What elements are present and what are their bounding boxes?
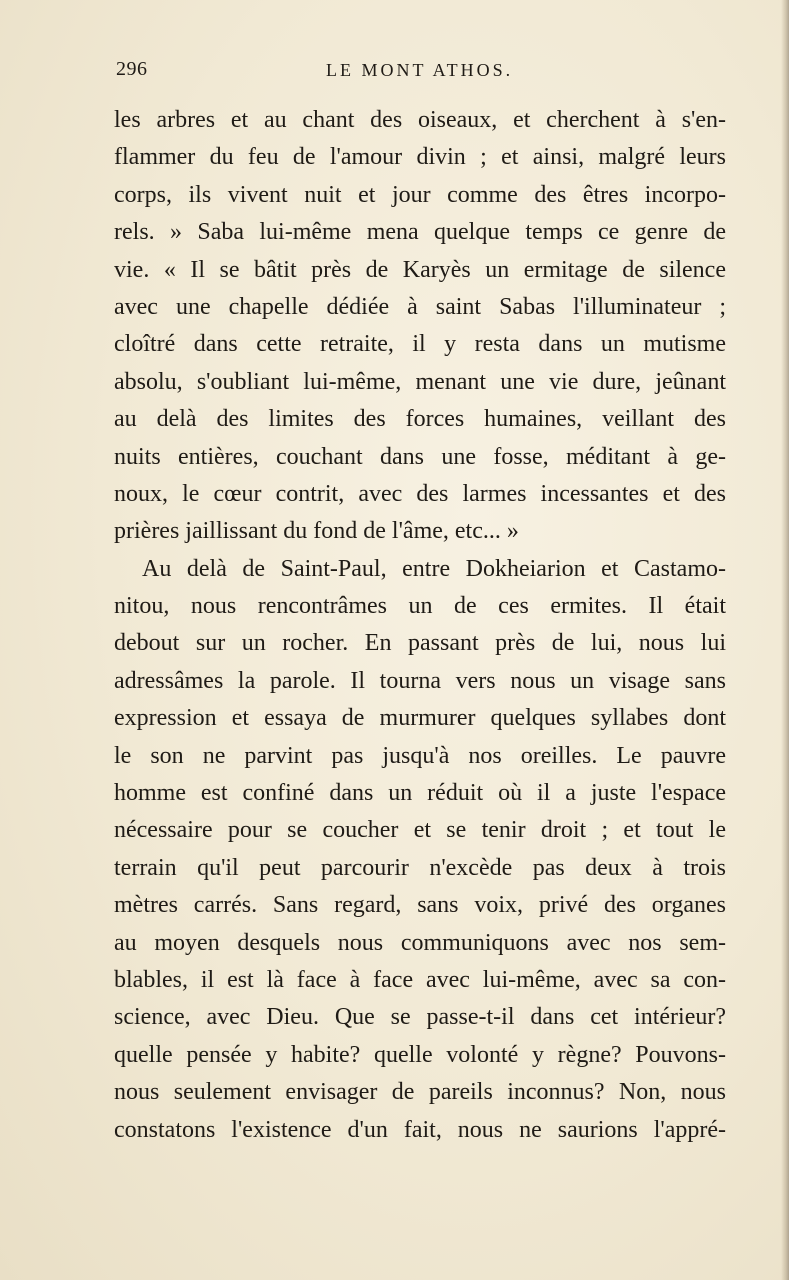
text-line: noux, le cœur contrit, avec des larmes incessantes et des [114,480,726,507]
text-line: nous seulement envisager de pareils inconnus? Non, nous [114,1079,726,1106]
text-line: debout sur un rocher. En passant près de lui, nous lui [114,630,726,657]
text-line: au moyen desquels nous communiquons avec nos sem- [114,929,726,956]
page-number: 296 [116,58,148,80]
text-line: quelle pensée y habite? quelle volonté y règne? Pouvons- [114,1041,726,1068]
text-line: blables, il est là face à face avec lui-même, avec sa con- [114,966,726,993]
text-line: expression et essaya de murmurer quelques syllabes dont [114,705,726,732]
text-line: le son ne parvint pas jusqu'à nos oreilles. Le pauvre [114,742,726,769]
text-line: homme est confiné dans un réduit où il a juste l'espace [114,780,726,807]
text-line: terrain qu'il peut parcourir n'excède pas deux à trois [114,854,726,881]
text-line: constatons l'existence d'un fait, nous ne saurions l'appré- [114,1116,726,1143]
running-header [116,58,728,88]
text-line: flammer du feu de l'amour divin ; et ainsi, malgré leurs [114,144,726,171]
text-line: corps, ils vivent nuit et jour comme des êtres incorpo- [114,181,726,208]
text-line: rels. » Saba lui-même mena quelque temps ce genre de [114,219,726,246]
text-line: avec une chapelle dédiée à saint Sabas l'illuminateur ; [114,293,726,320]
text-line: nitou, nous rencontrâmes un de ces ermites. Il était [114,593,726,620]
text-line: adressâmes la parole. Il tourna vers nous un visage sans [114,667,726,694]
text-line: nuits entières, couchant dans une fosse, méditant à ge- [114,443,726,470]
text-line: vie. « Il se bâtit près de Karyès un ermitage de silence [114,256,726,283]
text-line: les arbres et au chant des oiseaux, et cherchent à s'en- [114,107,726,133]
text-line-paragraph-end: prières jaillissant du fond de l'âme, etc... » [114,518,519,545]
text-line-paragraph-start: Au delà de Saint-Paul, entre Dokheiarion et Castamo- [142,555,726,582]
text-line: science, avec Dieu. Que se passe-t-il dans cet intérieur? [114,1004,726,1031]
body-text [114,102,726,1149]
text-line: au delà des limites des forces humaines, veillant des [114,406,726,433]
text-line: nécessaire pour se coucher et se tenir droit ; et tout le [114,817,726,844]
text-line: absolu, s'oubliant lui-même, menant une vie dure, jeûnant [114,368,726,395]
text-line: cloîtré dans cette retraite, il y resta dans un mutisme [114,331,726,358]
page-edge-shadow [781,0,789,1280]
running-title: LE MONT ATHOS. [326,60,514,80]
text-line: mètres carrés. Sans regard, sans voix, privé des organes [114,892,726,919]
